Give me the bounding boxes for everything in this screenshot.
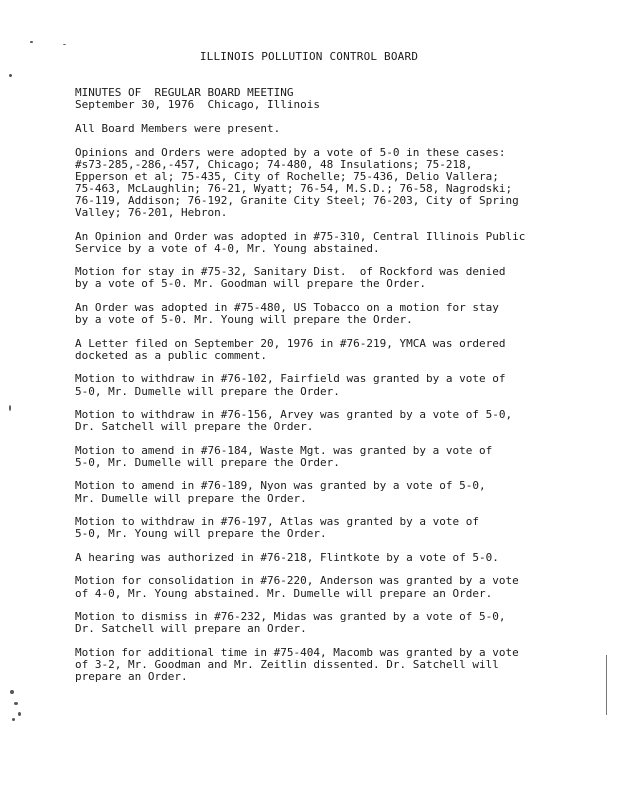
paragraph-cips-opinion: An Opinion and Order was adopted in #75-310, Central Illinois Public Service by a vote of 4-0, Mr. Young abstained.: [75, 229, 526, 255]
scan-margin-line: [606, 655, 607, 715]
scan-speck: [30, 41, 33, 43]
paragraph-attendance: All Board Members were present.: [75, 122, 281, 135]
paragraph-anderson-consolidation: Motion for consolidation in #76-220, Anderson was granted by a vote of 4-0, Mr. Young abstained. Mr. Dumelle will prepare an Order.: [75, 574, 519, 600]
scan-speck: [10, 690, 14, 694]
scan-speck: [9, 74, 12, 77]
paragraph-rockford-stay: Motion for stay in #75-32, Sanitary Dist. of Rockford was denied by a vote of 5-0. Mr. Goodman will prepare the Order.: [75, 265, 506, 291]
paragraph-ymca-letter: A Letter filed on September 20, 1976 in #76-219, YMCA was ordered docketed as a public comment.: [75, 336, 506, 362]
paragraph-opinions-adopted: Opinions and Orders were adopted by a vote of 5-0 in these cases: #s73-285,-286,-457, Chicago; 74-480, 48 Insulations; 75-218, Epperson et al; 75-435, City of Rochelle; 75-436, Delio Vallera; 75-463, McLaughlin; 76-21, Wyatt; 76-54, M.S.D.; 76-58, Nagrodski; 76-119, Addison; 76-192, Granite City Steel; 76-203, City of Spring Valley; 76-201, Hebron.: [75, 145, 519, 220]
document-title: ILLINOIS POLLUTION CONTROL BOARD: [199, 50, 419, 63]
minutes-heading-line1: MINUTES OF REGULAR BOARD MEETING: [75, 86, 294, 99]
paragraph-macomb-time: Motion for additional time in #75-404, Macomb was granted by a vote of 3-2, Mr. Goodman and Mr. Zeitlin dissented. Dr. Satchell will prepare an Order.: [75, 645, 519, 683]
paragraph-midas-dismiss: Motion to dismiss in #76-232, Midas was granted by a vote of 5-0, Dr. Satchell will prepare an Order.: [75, 610, 506, 636]
scan-speck: [18, 712, 21, 716]
paragraph-atlas-withdraw: Motion to withdraw in #76-197, Atlas was granted by a vote of 5-0, Mr. Young will prepare the Order.: [75, 515, 479, 541]
paragraph-fairfield-withdraw: Motion to withdraw in #76-102, Fairfield was granted by a vote of 5-0, Mr. Dumelle will prepare the Order.: [75, 372, 506, 398]
paragraph-nyon-amend: Motion to amend in #76-189, Nyon was granted by a vote of 5-0, Mr. Dumelle will prepare the Order.: [75, 479, 486, 505]
scan-speck: [9, 405, 11, 411]
paragraph-waste-mgt-amend: Motion to amend in #76-184, Waste Mgt. was granted by a vote of 5-0, Mr. Dumelle will prepare the Order.: [75, 443, 493, 469]
minutes-body: [75, 123, 585, 695]
minutes-heading-line2: September 30, 1976 Chicago, Illinois: [75, 98, 321, 111]
scan-speck: [14, 702, 18, 705]
scan-speck: [12, 718, 15, 721]
scan-speck: [63, 44, 66, 45]
minutes-heading: [75, 87, 320, 111]
paragraph-arvey-withdraw: Motion to withdraw in #76-156, Arvey was granted by a vote of 5-0, Dr. Satchell will prepare the Order.: [75, 408, 513, 434]
paragraph-us-tobacco: An Order was adopted in #75-480, US Tobacco on a motion for stay by a vote of 5-0. Mr. Young will prepare the Order.: [75, 301, 499, 327]
paragraph-flintkote-hearing: A hearing was authorized in #76-218, Flintkote by a vote of 5-0.: [75, 550, 499, 564]
